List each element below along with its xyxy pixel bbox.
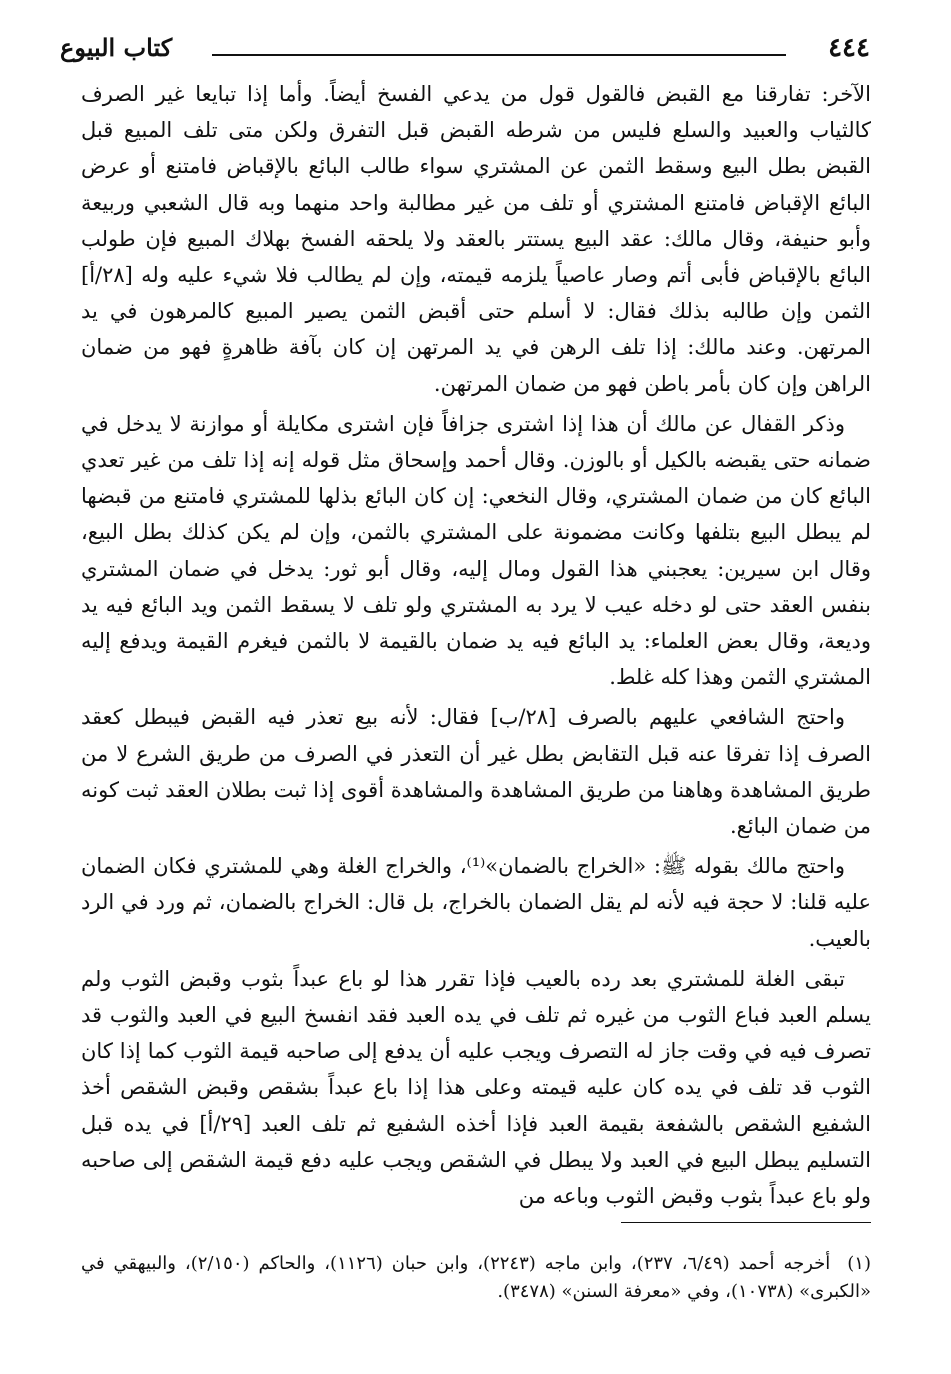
paragraph: وذكر القفال عن مالك أن هذا إذا اشترى جزافاً فإن اشترى مكايلة أو موازنة لا يدخل في ضمانه حتى يقبضه بالكيل أو بالوزن. وقال أحمد وإسحاق مثل قوله إنه إذا تلف من غير تعدي البائع كان من ضمان المشتري، وقال النخعي: إن كان البائع بذلها للمشتري فامتنع من قبضها لم يبطل البيع بتلفها وكانت مضمونة على المشتري بالثمن، وإن لم يكن كذلك بطل البيع، وقال ابن سيرين: يعجبني هذا القول ومال إليه، وقال أبو ثور: يدخل في ضمان المشتري بنفس العقد حتى لو دخله عيب لا يرد به المشتري ولو تلف لا يسقط الثمن ويد البائع فيه يد وديعة، وقال بعض العلماء: يد البائع فيه يد ضمان بالقيمة لا بالثمن فيغرم القيمة ويدفع إليه المشتري الثمن وهذا كله غلط. (81, 411, 871, 690)
footnote-marker: (١) (847, 1253, 871, 1274)
footnote-separator (621, 1222, 871, 1223)
page-number: ٤٤٤ (828, 33, 870, 63)
header-rule (212, 54, 786, 56)
paragraph: تبقى الغلة للمشتري بعد رده بالعيب فإذا تقرر هذا لو باع عبداً بثوب وقبض الثوب ولم يسلم العبد فباع الثوب من غيره ثم تلف في يده العبد فقد انفسخ البيع في العبد والثوب قد تصرف فيه في وقت جاز له التصرف ويجب عليه أن يدفع إلى صاحبه قيمة الثوب كما إذا كان الثوب قد تلف في يده كان عليه قيمته وعلى هذا إذا باع عبداً بشقص وقبض الشقص أخذ الشفيع الشقص بالشفعة بقيمة العبد فإذا أخذه الشفيع ثم تلف العبد [٢٩/أ] في يده قبل التسليم يبطل البيع في العبد ولا يبطل في الشقص ويجب عليه دفع قيمة الشقص إلى صاحبه ولو باع عبداً بثوب وقبض الثوب وباعه من (81, 966, 871, 1209)
running-title: كتاب البيوع (60, 33, 173, 62)
paragraph: واحتج الشافعي عليهم بالصرف [٢٨/ب] فقال: لأنه بيع تعذر فيه القبض فيبطل كعقد الصرف إذا تفرقا عنه قبل التقابض بطل غير أن التعذر في الصرف من طريق الشرع لا من طريق المشاهدة وهاهنا من طريق المشاهدة والمشاهدة أقوى إذا ثبت بطلان العقد ثبت كونه من ضمان البائع. (81, 705, 871, 839)
footnote-text: أخرجه أحمد (٦/٤٩، ٢٣٧)، وابن ماجه (٢٢٤٣)، وابن حبان (١١٢٦)، والحاكم (٢/١٥٠)، والبيهقي في «الكبرى» (١٠٧٣٨)، وفي «معرفة السنن» (٣٤٧٨). (81, 1253, 871, 1302)
paragraph: واحتج مالك بقوله ﷺ: «الخراج بالضمان»⁽¹⁾، والخراج الغلة وهي للمشتري فكان الضمان عليه قلنا: لا حجة فيه لأنه لم يقل الضمان بالخراج، بل قال: الخراج بالضمان، ثم ورد في الرد بالعيب. (81, 854, 871, 951)
footnote (81, 1250, 871, 1306)
page-header (60, 30, 870, 66)
main-text (81, 76, 871, 1218)
paragraph: الآخر: تفارقنا مع القبض فالقول قول من يدعي الفسخ أيضاً. وأما إذا تبايعا غير الصرف كالثياب والعبيد والسلع فليس من شرطه القبض قبل التفرق ولكن متى تلف المبيع قبل القبض بطل البيع وسقط الثمن عن المشتري سواء طالب البائع بالإقباض فامتنع أو عرض البائع الإقباض فامتنع المشتري أو تلف من غير مطالبة واحد منهما وبه قال الشعبي وربيعة وأبو حنيفة، وقال مالك: عقد البيع يستتر بالعقد ولا يلحقه الفسخ بهلاك المبيع فإن طولب البائع بالإقباض فأبى أتم وصار عاصياً يلزمه قيمته، وإن لم يطالب فلا شيء عليه وله [٢٨/أ] الثمن وإن طالبه بذلك فقال: لا أسلم حتى أقبض الثمن يصير المبيع كالمرهون في يد المرتهن. وعند مالك: إذا تلف الرهن في يد المرتهن إن كان بآفة ظاهرةٍ فهو من ضمان الراهن وإن كان بأمر باطن فهو من ضمان المرتهن. (81, 82, 871, 396)
